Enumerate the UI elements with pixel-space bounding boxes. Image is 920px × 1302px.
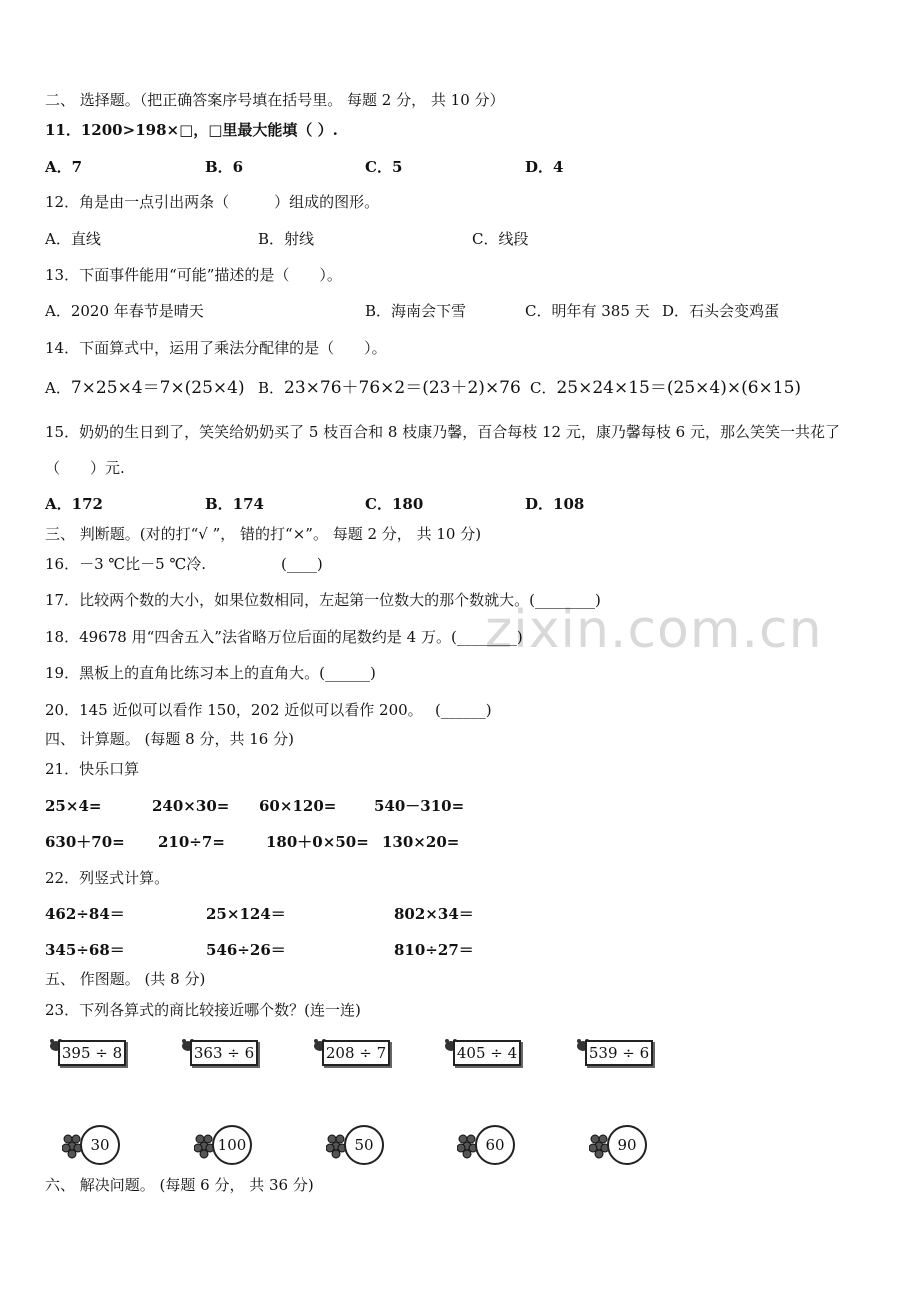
section-6-heading: 六、 解决问题。 (每题 6 分， 共 36 分) [45,1176,314,1194]
number-text: 90 [607,1125,647,1165]
q14-stem: 14．下面算式中，运用了乘法分配律的是（ ）。 [45,339,387,357]
number-circle[interactable] [589,1125,649,1165]
q14-option-a-expr: 7×25×4＝7×(25×4) [70,378,245,398]
q15-option-b: B．174 [205,495,264,513]
expression-card[interactable] [312,1038,392,1066]
q22-stem: 22．列竖式计算。 [45,869,170,887]
q12-stem: 12．角是由一点引出两条（ ）组成的图形。 [45,193,380,211]
q11-option-a: A．7 [45,158,83,176]
q13-option-b: B．海南会下雪 [365,302,467,320]
expression-card[interactable] [48,1038,128,1066]
q11-option-c: C．5 [365,158,403,176]
q14-option-a-label: A． [45,379,71,397]
watermark: zixin.com.cn [485,600,823,660]
expression-text: 539 ÷ 6 [585,1040,653,1066]
q11-option-d: D．4 [525,158,564,176]
q13-stem: 13．下面事件能用“可能”描述的是（ ）。 [45,266,342,284]
q21-item: 60×120= [259,797,337,815]
number-circle[interactable] [62,1125,122,1165]
q22-item: 546÷26＝ [206,941,286,959]
q19: 19．黑板上的直角比练习本上的直角大。(______) [45,664,376,682]
q12-option-a: A．直线 [45,230,101,248]
q14-option-a [45,378,245,398]
q12-option-b: B．射线 [258,230,315,248]
q14-option-c [530,378,801,398]
q21-item: 240×30= [152,797,230,815]
section-5-heading: 五、 作图题。 (共 8 分) [45,970,206,988]
q22-item: 345÷68＝ [45,941,125,959]
number-text: 30 [80,1125,120,1165]
q15-stem-line2: （ ）元. [45,459,125,477]
q20: 20．145 近似可以看作 150，202 近似可以看作 200。 (______) [45,701,492,719]
number-circle[interactable] [194,1125,254,1165]
q16: 16．－3 ℃比－5 ℃冷. (____) [45,555,323,573]
q13-option-c: C．明年有 385 天 [525,302,650,320]
number-text: 50 [344,1125,384,1165]
q14-option-b [258,378,521,398]
q11-stem: 11．1200>198×□，□里最大能填（ ）. [45,121,338,139]
q22-item: 802×34＝ [394,905,474,923]
q21-item: 210÷7= [158,833,225,851]
expression-text: 363 ÷ 6 [190,1040,258,1066]
section-3-heading: 三、 判断题。(对的打“√ ”， 错的打“×”。 每题 2 分， 共 10 分) [45,525,482,543]
q21-item: 630＋70= [45,833,125,851]
q15-option-d: D．108 [525,495,585,513]
q15-option-c: C．180 [365,495,424,513]
q21-item: 540－310= [374,797,465,815]
q14-option-b-expr: 23×76＋76×2＝(23＋2)×76 [284,378,521,398]
q13-option-d: D．石头会变鸡蛋 [662,302,780,320]
q15-stem-line1: 15．奶奶的生日到了，笑笑给奶奶买了 5 枝百合和 8 枝康乃馨，百合每枝 12 元，康乃馨每枝 6 元，那么笑笑一共花了 [45,423,840,441]
expression-card[interactable] [443,1038,523,1066]
number-circle[interactable] [457,1125,517,1165]
expression-card[interactable] [575,1038,655,1066]
q22-item: 810÷27＝ [394,941,474,959]
section-4-heading: 四、 计算题。 (每题 8 分，共 16 分) [45,730,294,748]
q17: 17．比较两个数的大小，如果位数相同，左起第一位数大的那个数就大。(________) [45,591,601,609]
section-2-heading: 二、 选择题。（把正确答案序号填在括号里。 每题 2 分， 共 10 分） [45,91,505,109]
q14-option-b-label: B． [258,379,285,397]
q18: 18．49678 用“四舍五入”法省略万位后面的尾数约是 4 万。(________) [45,628,523,646]
q15-option-a: A．172 [45,495,103,513]
q22-item: 25×124＝ [206,905,286,923]
q21-stem: 21．快乐口算 [45,760,140,778]
q11-option-b: B．6 [205,158,244,176]
q21-item: 180＋0×50= [266,833,369,851]
q23-stem: 23．下列各算式的商比较接近哪个数？(连一连) [45,1001,361,1019]
expression-text: 395 ÷ 8 [58,1040,126,1066]
number-text: 100 [212,1125,252,1165]
number-text: 60 [475,1125,515,1165]
q14-option-c-expr: 25×24×15＝(25×4)×(6×15) [556,378,802,398]
expression-text: 405 ÷ 4 [453,1040,521,1066]
q13-option-a: A．2020 年春节是晴天 [45,302,204,320]
q21-item: 25×4= [45,797,102,815]
expression-text: 208 ÷ 7 [322,1040,390,1066]
q12-option-c: C．线段 [472,230,529,248]
q21-item: 130×20= [382,833,460,851]
expression-card[interactable] [180,1038,260,1066]
number-circle[interactable] [326,1125,386,1165]
q14-option-c-label: C． [530,379,557,397]
q22-item: 462÷84＝ [45,905,125,923]
